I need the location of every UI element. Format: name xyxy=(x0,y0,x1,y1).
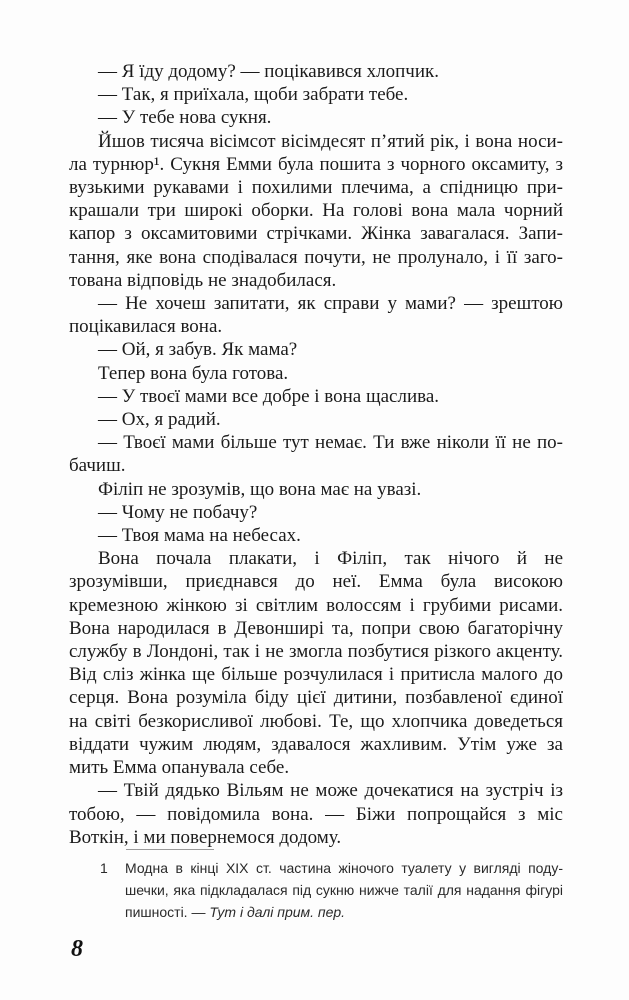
footnote-number: 1 xyxy=(100,860,108,876)
paragraph: — Не хочеш запитати, як справи у мами? — зрештою поцікавилася вона. xyxy=(69,293,563,338)
paragraph: — Ой, я забув. Як мама? xyxy=(98,339,298,361)
paragraph: Філіп не зрозумів, що вона має на увазі. xyxy=(98,478,422,500)
paragraph: — Ох, я радий. xyxy=(98,409,221,431)
paragraph: — У твоєї мами все добре і вона щаслива. xyxy=(98,385,440,407)
footnote-separator xyxy=(126,849,214,850)
paragraph: — Твоєї мами більше тут немає. Ти вже ніколи її не побачиш. xyxy=(69,432,563,477)
paragraph: Тепер вона була готова. xyxy=(98,362,289,384)
footnote-source-note: Тут і далі прим. пер. xyxy=(209,904,346,920)
footnote-row xyxy=(69,857,563,923)
paragraph: Вона почала плакати, і Філіп, так нічого й не зрозумівши, приєднався до неї. Емма була високою кремезною жінкою зі світлим волоссям і грубими рисами. Вона народилася в Девонширі та, попри свою багаторічну службу в Лондоні, так і не змогла позбутися різкого акценту. Від сліз жінка ще більше розчулилася і притисла малого до серця. Вона розуміла біду цієї дитини, позбавленої єдиної на світі безкорисливої любові. Те, що хлопчика доведеться віддати чужим людям, здавалося жахливим. Утім уже за мить Емма опанувала себе. xyxy=(69,548,563,779)
page-number: 8 xyxy=(71,936,83,962)
paragraph: — Твій дядько Вільям не може дочекатися на зустріч із тобою, — повідомила вона. — Біжи попрощайся з міс Воткін, і ми повернемося додому. xyxy=(69,780,563,848)
paragraph: — Так, я приїхала, щоби забрати тебе. xyxy=(98,84,409,106)
footnote xyxy=(69,849,563,923)
body-text xyxy=(69,60,563,849)
footnote-text-main: Модна в кінці XIX ст. частина жіночого туалету у вигляді подушечки, яка підкладалася під сукню нижче талії для надання фігурі пишності. — xyxy=(125,860,563,920)
paragraph: Йшов тисяча вісімсот вісімдесят п’ятий рік, і вона носила турнюр¹. Сукня Емми була пошита з чорного оксамиту, з вузькими рукавами і похилими плечима, а спідницю прикрашали три широкі оборки. На голові вона мала чорний капор з оксамитовими стрічками. Жінка завагалася. Запитання, яке вона сподівалася почути, не пролунало, і її заготована відповідь не знадобилася. xyxy=(69,130,563,291)
paragraph: — Чому не побачу? xyxy=(98,501,258,523)
paragraph: — Я їду додому? — поцікавився хлопчик. xyxy=(98,61,440,82)
paragraph: — У тебе нова сукня. xyxy=(98,107,272,129)
paragraph: — Твоя мама на небесах. xyxy=(98,525,301,547)
footnote-text xyxy=(125,857,563,923)
